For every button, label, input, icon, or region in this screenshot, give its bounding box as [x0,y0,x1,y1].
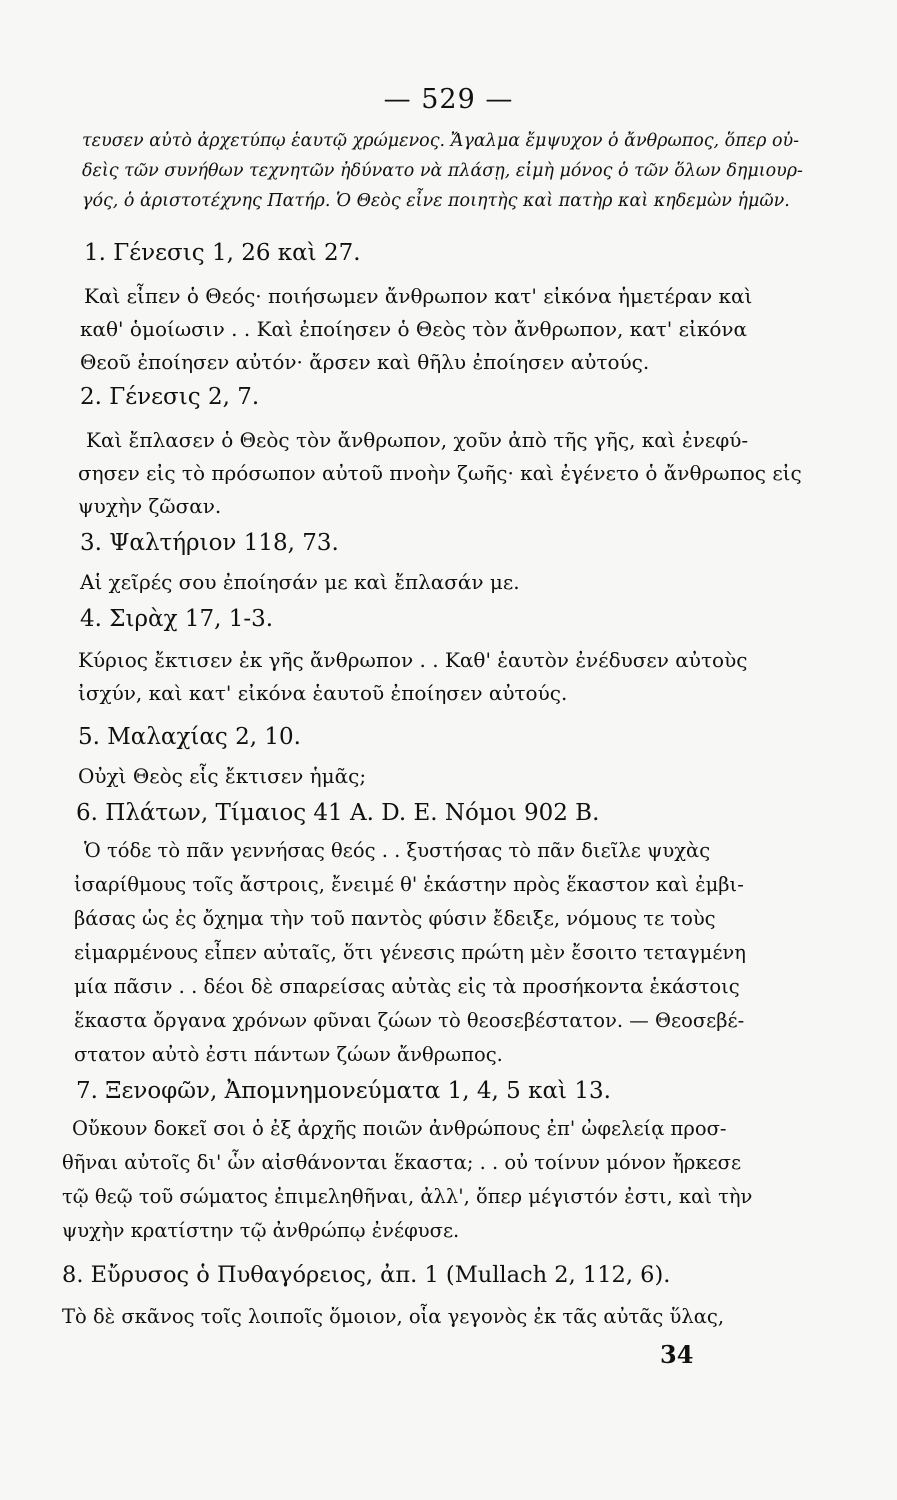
section-heading-1: 1. Γένεσις 1, 26 καὶ 27. [84,240,361,266]
body-line: Οὐχὶ Θεὸς εἷς ἔκτισεν ἡμᾶς; [78,764,367,788]
body-line: Τὸ δὲ σκᾶνος τοῖς λοιποῖς ὅμοιον, οἷα γεγονὸς ἐκ τᾶς αὐτᾶς ὕλας, [62,1305,725,1328]
page-number: — 529 — [383,84,514,115]
body-line: Αἱ χεῖρές σου ἐποίησάν με καὶ ἔπλασάν με. [80,570,520,594]
section-heading-7: 7. Ξενοφῶν, Ἀπομνημονεύματα 1, 4, 5 καὶ 13. [76,1078,611,1104]
body-line: θῆναι αὐτοῖς δι' ὧν αἰσθάνονται ἕκαστα; . . οὐ τοίνυν μόνον ἤρκεσε [62,1151,742,1174]
intro-line: γός, ὁ ἀριστοτέχνης Πατήρ. Ὁ Θεὸς εἶνε ποιητὴς καὶ πατὴρ καὶ κηδεμὼν ἡμῶν. [82,191,790,211]
section-heading-2: 2. Γένεσις 2, 7. [80,384,260,410]
section-body-5 [78,760,366,793]
body-line: ψυχὴν ζῶσαν. [78,494,222,518]
signature-number: 34 [660,1340,694,1369]
body-line: ἰσχύν, καὶ κατ' εἰκόνα ἑαυτοῦ ἐποίησεν αὐτούς. [78,681,568,705]
body-line: βάσας ὡς ἐς ὄχημα τὴν τοῦ παντὸς φύσιν ἔδειξε, νόμους τε τοὺς [74,907,716,930]
body-line: ἕκαστα ὄργανα χρόνων φῦναι ζώων τὸ θεοσεβέστατον. — Θεοσεβέ- [74,1009,745,1032]
section-heading-5: 5. Μαλαχίας 2, 10. [78,724,301,750]
body-line: μία πᾶσιν . . δέοι δὲ σπαρείσας αὐτὰς εἰς τὰ προσήκοντα ἑκάστοις [74,975,740,998]
section-heading-4: 4. Σιρὰχ 17, 1-3. [80,606,274,632]
intro-line: τευσεν αὐτὸ ἀρχετύπῳ ἑαυτῷ χρώμενος. Ἄγαλμα ἔμψυχον ὁ ἄνθρωπος, ὅπερ οὐ- [82,131,800,151]
body-line: καθ' ὁμοίωσιν . . Καὶ ἐποίησεν ὁ Θεὸς τὸν ἄνθρωπον, κατ' εἰκόνα [80,317,748,341]
section-heading-8: 8. Εὔρυσος ὁ Πυθαγόρειος, ἀπ. 1 (Mullach 2, 112, 6). [62,1262,671,1288]
section-body-8 [62,1300,724,1333]
section-body-6 [74,834,746,1072]
body-line: Θεοῦ ἐποίησεν αὐτόν· ἄρσεν καὶ θῆλυ ἐποίησεν αὐτούς. [80,350,650,374]
body-line: Καὶ ἔπλασεν ὁ Θεὸς τὸν ἄνθρωπον, χοῦν ἀπὸ τῆς γῆς, καὶ ἐνεφύ- [86,428,749,452]
body-line: σησεν εἰς τὸ πρόσωπον αὐτοῦ πνοὴν ζωῆς· καὶ ἐγένετο ὁ ἄνθρωπος εἰς [78,461,802,485]
body-line: στατον αὐτὸ ἐστι πάντων ζώων ἄνθρωπος. [74,1043,503,1066]
body-line: ἰσαρίθμους τοῖς ἄστροις, ἔνειμέ θ' ἑκάστην πρὸς ἕκαστον καὶ ἐμβι- [74,873,744,896]
section-body-3 [80,566,520,599]
body-line: ψυχὴν κρατίστην τῷ ἀνθρώπῳ ἐνέφυσε. [62,1219,460,1242]
intro-paragraph [82,126,803,216]
body-line: Οὔκουν δοκεῖ σοι ὁ ἐξ ἀρχῆς ποιῶν ἀνθρώπους ἐπ' ὠφελείᾳ προσ- [72,1117,727,1140]
section-body-2 [78,424,802,523]
body-line: Ὁ τόδε τὸ πᾶν γεννήσας θεός . . ξυστήσας τὸ πᾶν διεῖλε ψυχὰς [84,839,711,862]
section-heading-6: 6. Πλάτων, Τίμαιος 41 A. D. E. Νόμοι 902 B. [76,800,600,826]
body-line: Καὶ εἶπεν ὁ Θεός· ποιήσωμεν ἄνθρωπον κατ' εἰκόνα ἡμετέραν καὶ [84,284,753,308]
section-heading-3: 3. Ψαλτήριον 118, 73. [80,530,339,556]
section-body-1 [80,280,752,379]
body-line: εἱμαρμένους εἶπεν αὐταῖς, ὅτι γένεσις πρώτη μὲν ἔσοιτο τεταγμένη [74,941,746,964]
intro-line: δεὶς τῶν συνήθων τεχνητῶν ἠδύνατο νὰ πλάσῃ, εἰμὴ μόνος ὁ τῶν ὅλων δημιουρ- [82,161,803,181]
section-body-7 [62,1112,752,1248]
section-body-4 [78,644,747,710]
body-line: τῷ θεῷ τοῦ σώματος ἐπιμεληθῆναι, ἀλλ', ὅπερ μέγιστόν ἐστι, καὶ τὴν [62,1185,753,1208]
body-line: Κύριος ἔκτισεν ἐκ γῆς ἄνθρωπον . . Καθ' ἑαυτὸν ἐνέδυσεν αὐτοὺς [78,648,748,672]
